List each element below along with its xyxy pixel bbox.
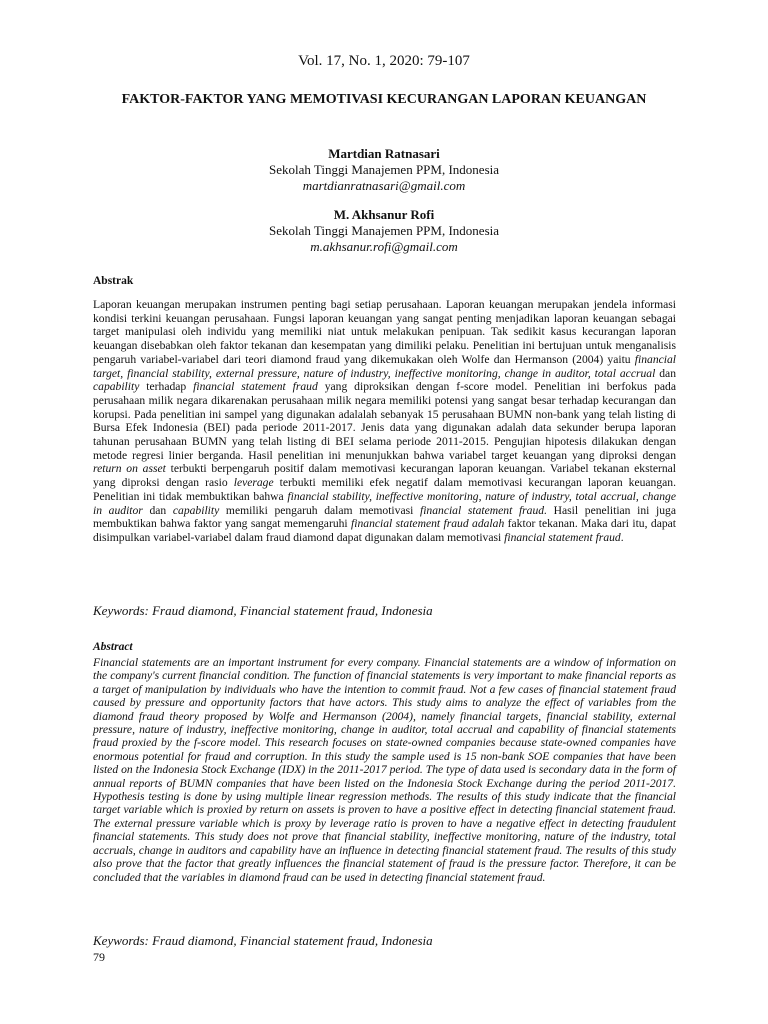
- author-block: [0, 207, 768, 255]
- volume-header: Vol. 17, No. 1, 2020: 79-107: [298, 53, 470, 69]
- author-name: M. Akhsanur Rofi: [333, 207, 435, 222]
- abstrak-italic-run: financial stability, ineffective monitoring, nature of industry, total accrual, change in auditor: [93, 489, 676, 517]
- author-affiliation: Sekolah Tinggi Manajemen PPM, Indonesia: [268, 223, 500, 238]
- abstrak-text-run: dan: [655, 366, 676, 380]
- abstrak-italic-run: financial statement fraud: [193, 380, 318, 394]
- abstrak-text-run: terhadap: [139, 380, 194, 394]
- abstrak-italic-run: financial statement fraud.: [419, 503, 547, 517]
- abstrak-italic-run: leverage: [233, 476, 274, 490]
- abstract-heading: Abstract: [93, 641, 133, 653]
- abstrak-text-run: dan: [142, 503, 173, 517]
- abstrak-text-run: memiliki pengaruh dalam memotivasi: [219, 503, 420, 517]
- abstrak-italic-run: financial target, financial stability, external pressure, nature of industry, ineffective monitoring, change in auditor, total accrual: [93, 352, 676, 380]
- abstract-body: Financial statements are an important instrument for every company. Financial statements are a window of information on the company's current financial condition. The function of financial statements is very important to make financial reports as a target of manipulation by individuals who have the intention to commit fraud. Not a few cases of financial statement fraud caused by pressure and opportunity factors that have actors. This study aims to analyze the effect of variables from the diamond fraud theory proposed by Wolfe and Hermanson (2004), namely financial targets, financial stability, external pressure, nature of industry, ineffective monitoring, change in auditor, total accrual and capability of financial statements fraud proxied by the f-score model. This research focuses on state-owned companies because state-owned companies have enormous potential for fraud and corruption. In this study the sample used is 15 non-bank SOE companies that have been listed on the Indonesia Stock Exchange (IDX) in the 2011-2017 period. The type of data used is secondary data in the form of annual reports of BUMN companies that have been listed on the Indonesia Stock Exchange during the period 2011-2017. Hypothesis testing is done by using multiple linear regression methods. The results of this study indicate that the financial target variable which is proxied by return on assets is proven to have a positive effect in detecting financial statement fraud. The external pressure variable which is proxy by leverage ratio is proven to have a negative effect in detecting fraudulent financial statements. This study does not prove that financial stability, ineffective monitoring, nature of the industry, total accruals, change in auditors and capability have an influence in detecting financial statement fraud. The results of this study also prove that the factor that greatly influences the financial statement of fraud is the pressure factor. Therefore, it can be concluded that the variables in diamond fraud can be used in detecting financial statement fraud.: [93, 656, 676, 884]
- abstrak-italic-run: return on asset: [93, 462, 166, 476]
- abstrak-text-run: Hasil penelitian ini juga membuktikan bahwa faktor yang sangat memengaruhi: [93, 503, 676, 531]
- abstrak-text-run: terbukti berpengaruh positif dalam memotivasi kecurangan laporan keuangan. Variabel tekanan eksternal yang diproksi dengan rasio: [93, 462, 676, 490]
- keywords-id: Keywords: Fraud diamond, Financial statement fraud, Indonesia: [93, 603, 433, 618]
- abstrak-text-run: yang diproksikan dengan f-score model. Penelitian ini berfokus pada perusahaan milik negara dikarenakan perusahaan milik negara memiliki potensi yang sangat besar terhadap kecurangan dan korupsi. Pada penelitian ini sampel yang digunakan adalalah sebanyak 15 perusahaan BUMN non-bank yang telah listing di Bursa Efek Indonesia (BEI) pada periode 2011-2017. Jenis data yang digunakan adalah data sekunder berupa laporan tahunan perusahaan BUMN yang telah listing di BEI selama periode 2011-2015. Pengujian hipotesis dilakukan dengan metode regresi linier berganda. Hasil penelitian ini menunjukkan bahwa variabel target keuangan yang diproksi dengan: [93, 380, 676, 462]
- abstrak-italic-run: financial statement fraud: [504, 530, 621, 544]
- abstrak-text-run: Laporan keuangan merupakan instrumen penting bagi setiap perusahaan. Laporan keuangan merupakan jendela informasi kondisi terkini keuangan perusahaan. Fungsi laporan keuangan yang sangat penting menjadikan laporan keuangan sebagai target manipulasi oleh individu yang memiliki niat untuk melakukan penipuan. Tak sedikit kasus kecurangan laporan keuangan disebabkan oleh faktor tekanan dan kesempatan yang dimiliki pelaku. Penelitian ini bertujuan untuk menganalisis pengaruh variabel-variabel dari teori diamond fraud yang dikemukakan oleh Wolfe dan Hermanson (2004) yaitu: [93, 298, 676, 366]
- abstrak-italic-run: financial statement fraud adalah: [351, 517, 505, 531]
- abstrak-body: [93, 298, 676, 545]
- author-name: Martdian Ratnasari: [328, 146, 440, 161]
- paper-title: FAKTOR-FAKTOR YANG MEMOTIVASI KECURANGAN LAPORAN KEUANGAN: [121, 92, 647, 107]
- abstrak-text-run: terbukti memiliki efek negatif dalam memotivasi kecurangan laporan keuangan. Penelitian ini tidak membuktikan bahwa: [93, 476, 676, 503]
- author-email[interactable]: martdianratnasari@gmail.com: [302, 178, 466, 193]
- abstrak-italic-run: capability: [172, 503, 220, 517]
- keywords-en: Keywords: Fraud diamond, Financial statement fraud, Indonesia: [93, 933, 433, 948]
- abstrak-text-run: faktor tekanan. Maka dari itu, dapat disimpulkan variabel-variabel dalam fraud diamond dapat digunakan dalam memotivasi: [93, 517, 677, 544]
- page-number: 79: [93, 950, 105, 964]
- abstrak-text-run: .: [620, 530, 624, 544]
- author-block: [0, 146, 768, 194]
- author-affiliation: Sekolah Tinggi Manajemen PPM, Indonesia: [268, 162, 500, 177]
- abstrak-italic-run: capability: [93, 380, 140, 394]
- abstrak-heading: Abstrak: [93, 275, 134, 287]
- author-email[interactable]: m.akhsanur.rofi@gmail.com: [310, 239, 458, 254]
